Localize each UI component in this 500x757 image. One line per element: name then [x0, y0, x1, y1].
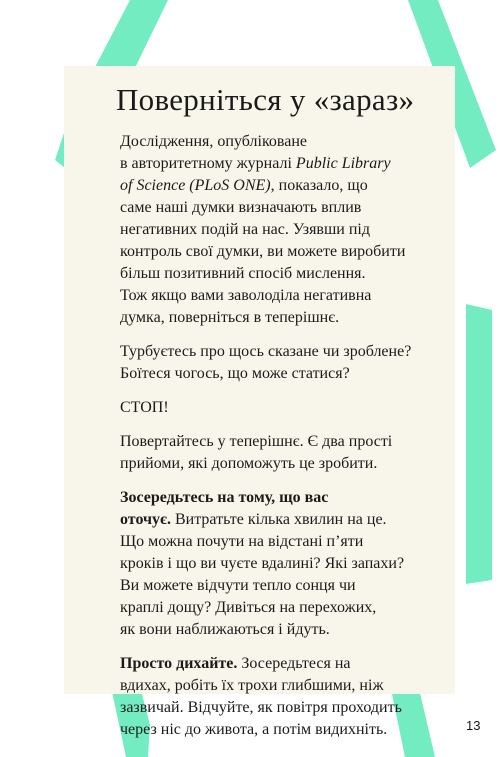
- article-body: [120, 131, 432, 753]
- paragraph-focus-surroundings: Зосередьтесь на тому, що вас оточує. Витратьте кілька хвилин на це. Що можна почути на відстані п’яти кроків і що ви чуєте вдалині? Які запахи? Ви можете відчути тепло сонця чи краплі дощу? Дивіться на перехожих, як вони наближаються і йдуть.: [120, 489, 405, 638]
- page-title: Поверніться у «зараз»: [116, 82, 415, 117]
- paragraph-breathe: Просто дихайте. Зосередьтеся на вдихах, робіть їх трохи глибшими, ніж зазвичай. Відчуйте, як повітря проходить через ніс до живота, а потім видихніть.: [120, 655, 402, 738]
- paragraph-study: Дослідження, опубліковане в авторитетному журналі Public Library of Science (PLoS ONE), показало, що саме наші думки визначають вплив негативних подій на нас. Узявши під контроль свої думки, ви можете виробити більш позитивний спосіб мислення. Тож якщо вами заволоділа негативна думка, поверніться в теперішнє.: [120, 133, 406, 326]
- paragraph-worry: Турбуєтесь про щось сказане чи зроблене? Боїтеся чогось, що може статися?: [120, 343, 412, 382]
- paragraph-stop: СТОП!: [120, 399, 169, 416]
- brush-stroke-right: [466, 304, 492, 584]
- page-number: 13: [466, 718, 481, 733]
- paragraph-return: Повертайтесь у теперішнє. Є два прості прийоми, які допоможуть це зробити.: [120, 433, 393, 472]
